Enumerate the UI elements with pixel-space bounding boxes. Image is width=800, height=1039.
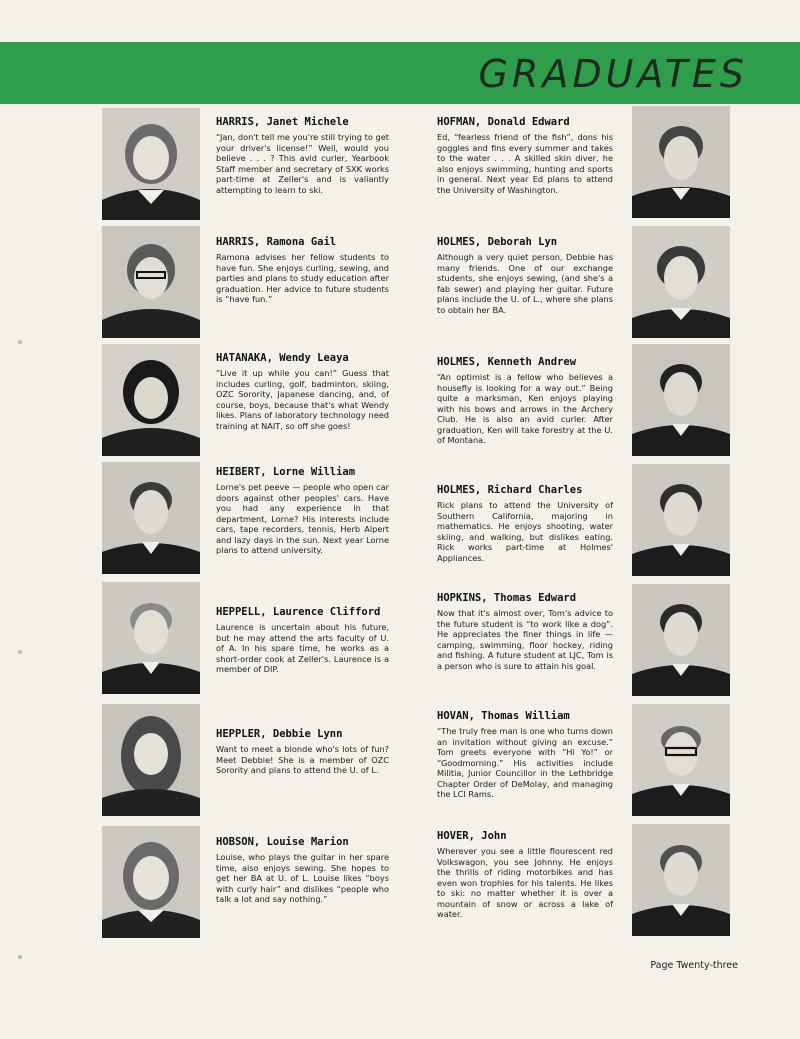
graduate-entry bbox=[216, 836, 389, 905]
portrait-photo bbox=[632, 464, 730, 576]
graduate-name: HOVAN, Thomas William bbox=[437, 710, 570, 722]
binder-hole bbox=[18, 340, 22, 344]
graduate-name: HOBSON, Louise Marion bbox=[216, 836, 349, 848]
graduate-bio: Wherever you see a little flourescent red Volkswagon, you see Johnny. He enjoys the thrills of riding motorbikes and has even won trophies for his talents. He likes to ski: no matter whether it is over a mountain of snow or across a lake of water. bbox=[437, 846, 613, 919]
graduate-bio: Lorne's pet peeve — people who open car doors against other peoples' cars. Have you had any experience in that department, Lorne? His interests include cars, tape recorders, tennis, Herb Alpert and lazy days in the sun. Next year Lorne plans to attend university. bbox=[216, 482, 389, 555]
graduate-bio: “An optimist is a fellow who believes a housefly is looking for a way out.” Being quite a marksman, Ken enjoys playing with his bows and arrows in the Archery Club. He is also an avid curler. After graduation, Ken will take forestry at the U. of Montana. bbox=[437, 372, 613, 445]
graduate-name: HOLMES, Kenneth Andrew bbox=[437, 356, 577, 368]
graduate-name: HEPPLER, Debbie Lynn bbox=[216, 728, 343, 740]
graduate-entry bbox=[216, 116, 389, 195]
graduate-entry bbox=[216, 236, 389, 305]
portrait-photo bbox=[102, 826, 200, 938]
graduate-bio: Want to meet a blonde who's lots of fun? Meet Debbie! She is a member of OZC Sorority and plans to attend the U. of L. bbox=[216, 744, 389, 775]
binder-hole bbox=[18, 955, 22, 959]
graduate-bio: Louise, who plays the guitar in her spare time, also enjoys sewing. She hopes to get her BA at U. of L. Louise likes “boys with curly hair” and dislikes “people who talk a lot and say nothing.” bbox=[216, 852, 389, 904]
graduate-bio: “Jan, don't tell me you're still trying to get your driver's license!” Well, would you believe . . . ? This avid curler, Yearbook Staff member and secretary of SXK works part-time at Zeller's and is valiantly attempting to learn to ski. bbox=[216, 132, 389, 195]
graduate-name: HEPPELL, Laurence Clifford bbox=[216, 606, 381, 618]
portrait-photo bbox=[632, 824, 730, 936]
graduate-name: HOFMAN, Donald Edward bbox=[437, 116, 570, 128]
graduate-name: HARRIS, Ramona Gail bbox=[216, 236, 337, 248]
portrait-photo bbox=[632, 704, 730, 816]
graduate-bio: Although a very quiet person, Debbie has many friends. One of our exchange students, she enjoys sewing, (and she's a fab sewer) and playing her guitar. Future plans include the U. of L., where she plans to obtain her BA. bbox=[437, 252, 613, 315]
graduate-entry bbox=[437, 356, 613, 446]
graduate-entry bbox=[437, 236, 613, 315]
portrait-photo bbox=[632, 344, 730, 456]
graduate-entry bbox=[216, 466, 389, 556]
binder-hole bbox=[18, 650, 22, 654]
portrait-photo bbox=[102, 344, 200, 456]
portrait-photo bbox=[102, 108, 200, 220]
portrait-photo bbox=[102, 582, 200, 694]
graduate-entry bbox=[437, 484, 613, 563]
page-title: GRADUATES bbox=[478, 52, 748, 96]
graduate-name: HOVER, John bbox=[437, 830, 507, 842]
graduate-entry bbox=[437, 592, 613, 671]
graduate-bio: Now that it's almost over, Tom's advice to the future student is “to work like a dog”. He appreciates the finer things in life — camping, swimming, floor hockey, riding and fishing. A future student at LJC, Tom is a person who is sure to attain his goal. bbox=[437, 608, 613, 671]
graduate-entry bbox=[216, 606, 389, 675]
portrait-photo bbox=[632, 584, 730, 696]
portrait-photo bbox=[102, 226, 200, 338]
graduate-name: HOPKINS, Thomas Edward bbox=[437, 592, 577, 604]
graduate-name: HOLMES, Deborah Lyn bbox=[437, 236, 558, 248]
graduate-bio: Rick plans to attend the University of Southern California, majoring in mathematics. He enjoys shooting, water skiing, and walking, but dislikes eating. Rick works part-time at Holmes' Appliances. bbox=[437, 500, 613, 563]
graduate-name: HOLMES, Richard Charles bbox=[437, 484, 583, 496]
portrait-photo bbox=[632, 106, 730, 218]
graduate-name: HEIBERT, Lorne William bbox=[216, 466, 356, 478]
graduate-bio: Ed, “fearless friend of the fish”, dons his goggles and fins every summer and takes to the water . . . A skilled skin diver, he also enjoys swimming, hunting and sports in general. Next year Ed plans to attend the University of Washington. bbox=[437, 132, 613, 195]
graduate-entry bbox=[216, 352, 389, 431]
page-number: Page Twenty-three bbox=[650, 960, 738, 971]
graduate-bio: Ramona advises her fellow students to have fun. She enjoys curling, sewing, and parties and plans to study education after graduation. Her advice to future students is “have fun.” bbox=[216, 252, 389, 304]
graduate-entry bbox=[216, 728, 389, 776]
graduate-bio: Laurence is uncertain about his future, but he may attend the arts faculty of U. of A. In his spare time, he works as a short-order cook at Zeller's. Laurence is a member of DIP. bbox=[216, 622, 389, 674]
graduate-name: HATANAKA, Wendy Leaya bbox=[216, 352, 349, 364]
portrait-photo bbox=[102, 462, 200, 574]
graduate-entry bbox=[437, 116, 613, 195]
portrait-photo bbox=[632, 226, 730, 338]
graduate-bio: “Live it up while you can!” Guess that includes curling, golf, badminton, skiing, OZC Sorority, Japanese dancing, and, of course, boys, because that's what Wendy likes. Plans of laboratory technology need training at NAIT, so off she goes! bbox=[216, 368, 389, 431]
graduate-name: HARRIS, Janet Michele bbox=[216, 116, 349, 128]
graduate-entry bbox=[437, 830, 613, 920]
graduate-entry bbox=[437, 710, 613, 800]
portrait-photo bbox=[102, 704, 200, 816]
graduate-bio: “The truly free man is one who turns down an invitation without giving an excuse.” Tom greets everyone with “Hi Yo!” or “Goodmorning.” His activities include Militia, Junior Councillor in the Lethbridge Chapter Order of DeMolay, and managing the LCI Rams. bbox=[437, 726, 613, 799]
